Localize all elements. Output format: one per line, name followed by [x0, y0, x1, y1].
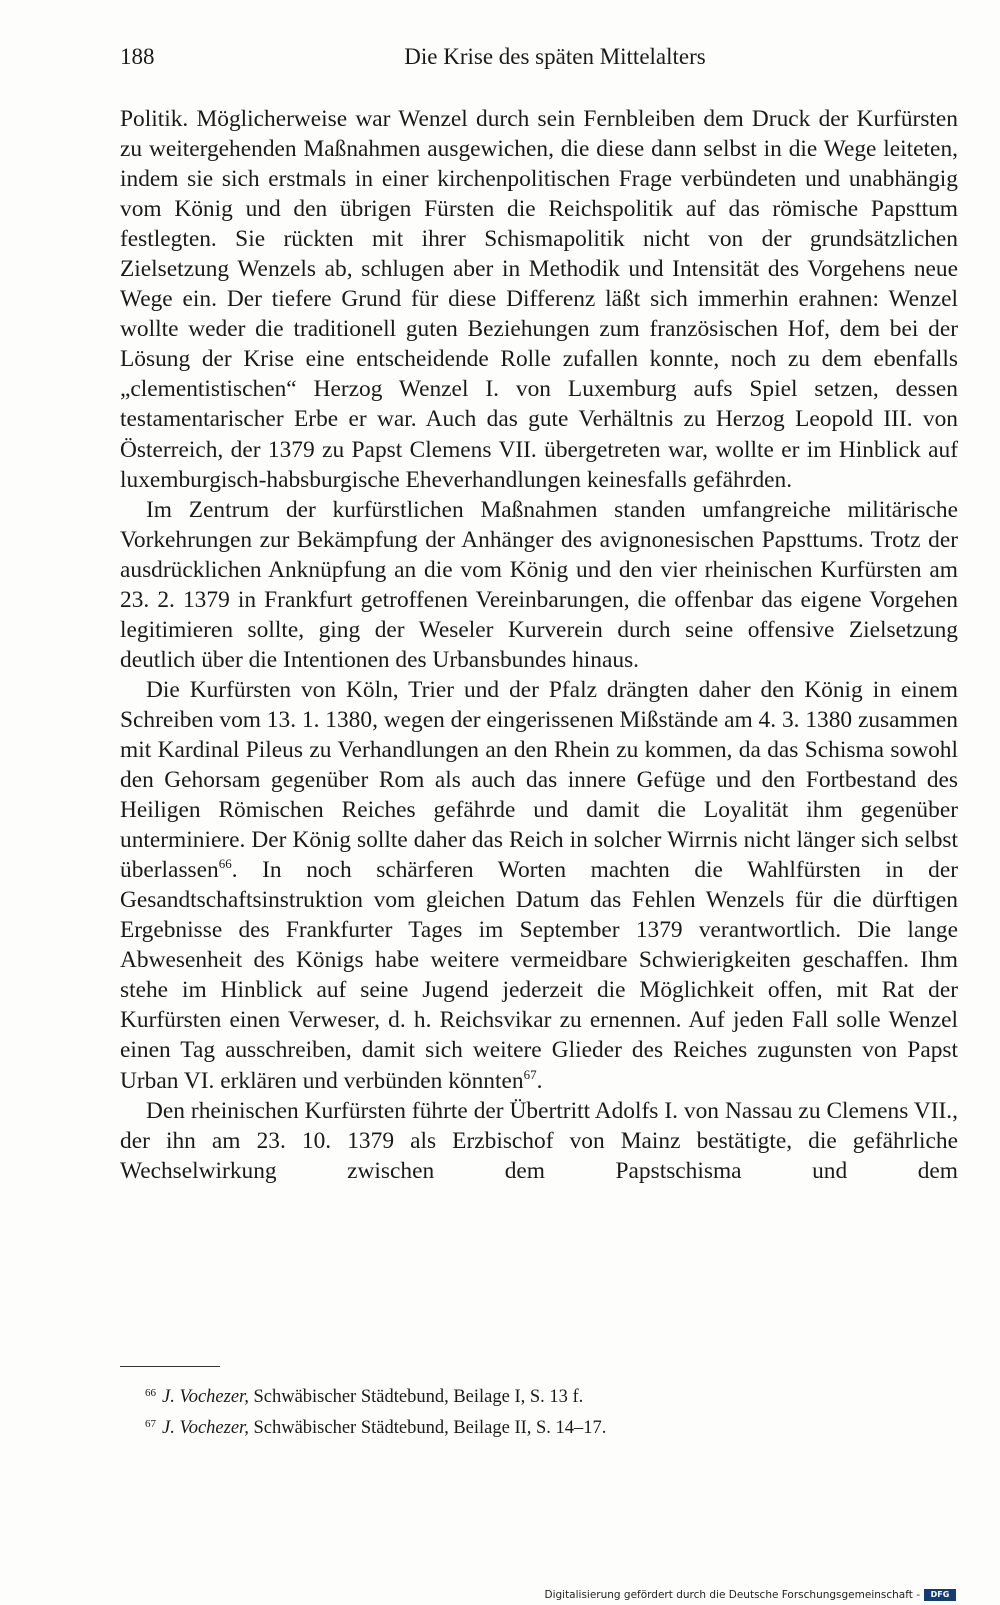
footnote-number: 67: [145, 1418, 156, 1430]
footnote-author: J. Vochezer,: [162, 1387, 249, 1407]
paragraph-1: Politik. Möglicherweise war Wenzel durch sein Fernbleiben dem Druck der Kurfürsten zu weitergehenden Maßnahmen ausgewichen, die diese dann selbst in die Wege leiteten, indem sie sich erstmals in einer kirchenpolitischen Frage verbündeten und unabhängig vom König und den übrigen Fürsten die Reichspolitik auf das römische Papsttum festlegten. Sie rückten mit ihrer Schismapolitik nicht von der grundsätzlichen Zielsetzung Wenzels ab, schlugen aber in Methodik und Intensität des Vorgehens neue Wege ein. Der tiefere Grund für diese Differenz läßt sich immerhin erahnen: Wenzel wollte weder die traditionell guten Beziehungen zum französischen Hof, dem bei der Lösung der Krise eine entscheidende Rolle zufallen konnte, noch zu dem ebenfalls „clementistischen“ Herzog Wenzel I. von Luxemburg aufs Spiel setzen, dessen testamentarischer Erbe er war. Auch das gute Verhältnis zu Herzog Leopold III. von Österreich, der 1379 zu Papst Clemens VII. übergetreten war, wollte er im Hinblick auf luxemburgisch-habsburgische Eheverhandlungen keinesfalls gefährden.: [120, 106, 958, 493]
dfg-logo: DFG: [924, 1589, 956, 1601]
paragraph-3-part-a: Die Kurfürsten von Köln, Trier und der Pfalz drängten daher den König in einem Schreiben vom 13. 1. 1380, wegen der eingerissenen Mißstände am 4. 3. 1380 zusammen mit Kardinal Pileus zu Verhandlungen an den Rhein zu kommen, da das Schisma sowohl den Gehorsam gegenüber Rom als auch das innere Gefüge und den Fortbestand des Heiligen Römischen Reiches gefährde und damit die Loyalität ihm gegenüber unterminiere. Der König sollte daher das Reich in solcher Wirrnis nicht länger sich selbst überlassen: [120, 676, 958, 884]
footnote-ref-67[interactable]: 67: [523, 1066, 537, 1082]
footnote-66: [145, 1380, 945, 1411]
paragraph-3: [120, 675, 958, 1096]
paragraph-2: Im Zentrum der kurfürstlichen Maßnahmen standen umfangreiche militärische Vorkehrungen zur Bekämpfung der Anhänger des avignonesischen Papsttums. Trotz der ausdrücklichen Anknüpfung an die vom König und den vier rheinischen Kurfürsten am 23. 2. 1379 in Frankfurt getroffenen Vereinbarungen, die offenbar das eigene Vorgehen legitimieren sollte, ging der Weseler Kurverein durch seine offensive Zielsetzung deutlich über die Intentionen des Urbansbundes hinaus.: [120, 496, 958, 673]
footnote-author: J. Vochezer,: [162, 1418, 249, 1438]
credit-text: Digitalisierung gefördert durch die Deutsche Forschungsgemeinschaft -: [544, 1589, 920, 1601]
paragraph-4: Den rheinischen Kurfürsten führte der Übertritt Adolfs I. von Nassau zu Clemens VII., der ihn am 23. 10. 1379 als Erzbischof von Mainz bestätigte, die gefährliche Wechselwirkung zwischen dem Papstschisma und dem: [120, 1097, 958, 1184]
digitization-credit: [544, 1589, 956, 1601]
paragraph-3-part-b: . In noch schärferen Worten machten die Wahlfürsten in der Gesandtschaftsinstruktion vom gleichen Datum das Fehlen Wenzels für die dürftigen Ergebnisse des Frankfurter Tages im September 1379 verantwortlich. Die lange Abwesenheit des Königs habe weitere vermeidbare Schwierigkeiten geschaffen. Ihm stehe im Hinblick auf seine Jugend jederzeit die Möglichkeit offen, mit Rat der Kurfürsten einen Verweser, d. h. Reichsvikar zu ernennen. Auf jeden Fall solle Wenzel einen Tag ausschreiben, damit sich weitere Glieder des Reiches zugunsten von Papst Urban VI. erklären und verbünden könnten: [120, 857, 958, 1094]
running-title: Die Krise des späten Mittelalters: [404, 44, 706, 69]
footnote-ref-66[interactable]: 66: [218, 856, 232, 872]
footnote-number: 66: [145, 1387, 156, 1399]
page-header: [120, 44, 960, 74]
footnote-divider: [120, 1366, 220, 1367]
footnote-67: [145, 1411, 945, 1442]
footnote-text: Schwäbischer Städtebund, Beilage I, S. 13 f.: [248, 1387, 584, 1407]
body-text: [120, 104, 958, 1186]
paragraph-3-part-c: .: [536, 1067, 543, 1094]
footnotes: [145, 1380, 945, 1442]
footnote-text: Schwäbischer Städtebund, Beilage II, S. 14–17.: [248, 1418, 607, 1438]
page-number: 188: [120, 44, 155, 69]
